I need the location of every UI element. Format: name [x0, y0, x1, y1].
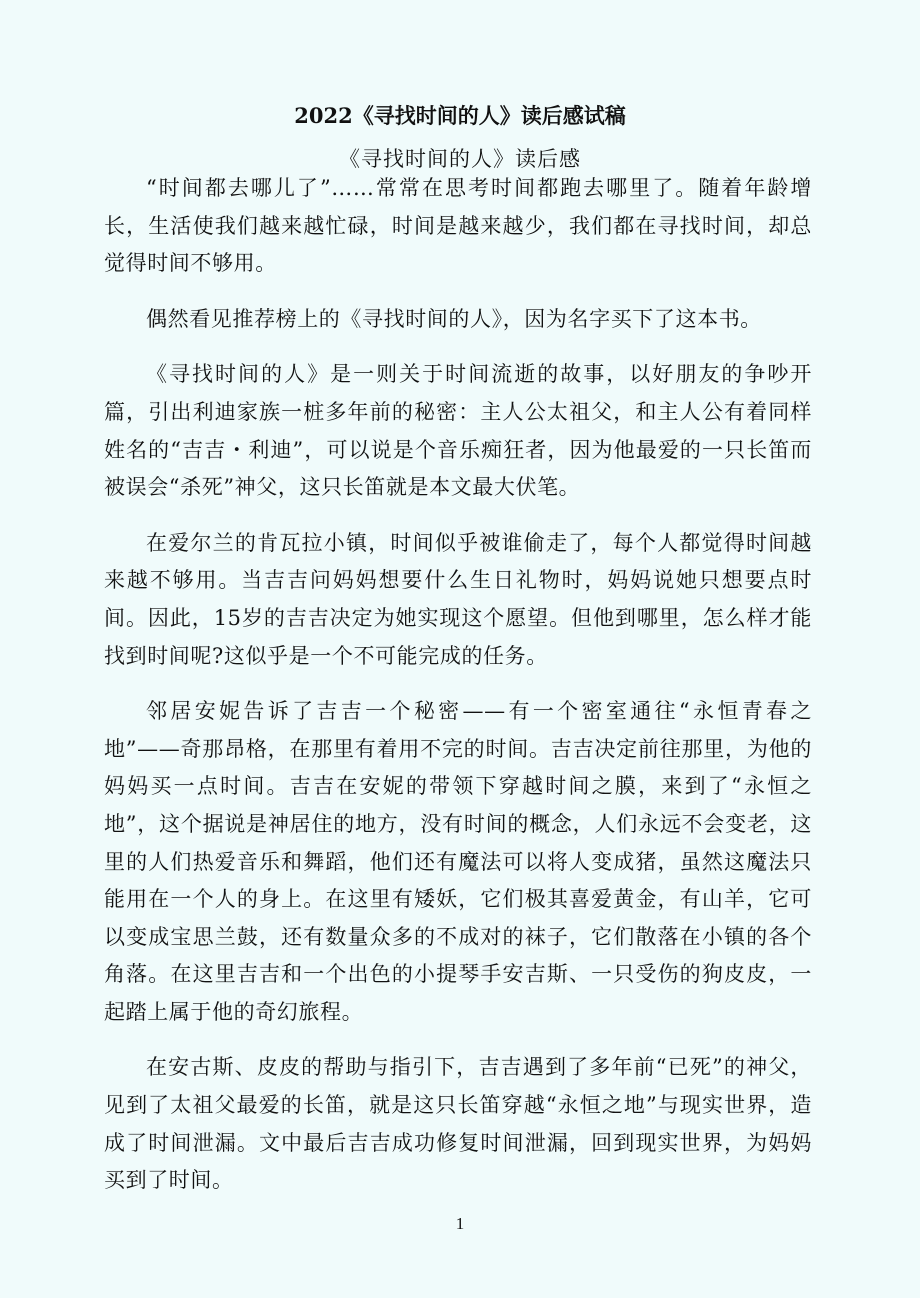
document-subtitle: 《寻找时间的人》读后感 [339, 147, 581, 171]
paragraph: 《寻找时间的人》是一则关于时间流逝的故事，以好朋友的争吵开篇，引出利迪家族一桩多年前的秘密：主人公太祖父，和主人公有着同样姓名的“吉吉・利迪”，可以说是个音乐痴狂者，因为他最爱的一只长笛而被误会“杀死”神父，这只长笛就是本文最大伏笔。 [104, 362, 812, 500]
paragraph: “时间都去哪儿了”……常常在思考时间都跑去哪里了。随着年龄增长，生活使我们越来越忙碌，时间是越来越少，我们都在寻找时间，却总觉得时间不够用。 [104, 176, 812, 276]
page-number: 1 [455, 1214, 465, 1233]
paragraph: 在安古斯、皮皮的帮助与指引下，吉吉遇到了多年前“已死”的神父，见到了太祖父最爱的长笛，就是这只长笛穿越“永恒之地”与现实世界，造成了时间泄漏。文中最后吉吉成功修复时间泄漏，回到现实世界，为妈妈买到了时间。 [104, 1055, 812, 1193]
paragraph: 偶然看见推荐榜上的《寻找时间的人》，因为名字买下了这本书。 [146, 306, 762, 331]
document-title: 2022《寻找时间的人》读后感试稿 [294, 103, 626, 128]
paragraph: 在爱尔兰的肯瓦拉小镇，时间似乎被谁偷走了，每个人都觉得时间越来越不够用。当吉吉问妈妈想要什么生日礼物时，妈妈说她只想要点时间。因此，15岁的吉吉决定为她实现这个愿望。但他到哪里，怎么样才能找到时间呢?这似乎是一个不可能完成的任务。 [104, 530, 812, 668]
paragraph: 邻居安妮告诉了吉吉一个秘密——有一个密室通往“永恒青春之地”——奇那昂格，在那里有着用不完的时间。吉吉决定前往那里，为他的妈妈买一点时间。吉吉在安妮的带领下穿越时间之膜，来到了“永恒之地”，这个据说是神居住的地方，没有时间的概念，人们永远不会变老，这里的人们热爱音乐和舞蹈，他们还有魔法可以将人变成猪，虽然这魔法只能用在一个人的身上。在这里有矮妖，它们极其喜爱黄金，有山羊，它可以变成宝思兰鼓，还有数量众多的不成对的袜子，它们散落在小镇的各个角落。在这里吉吉和一个出色的小提琴手安吉斯、一只受伤的狗皮皮，一起踏上属于他的奇幻旅程。 [104, 699, 812, 1024]
document-body [104, 170, 812, 1218]
